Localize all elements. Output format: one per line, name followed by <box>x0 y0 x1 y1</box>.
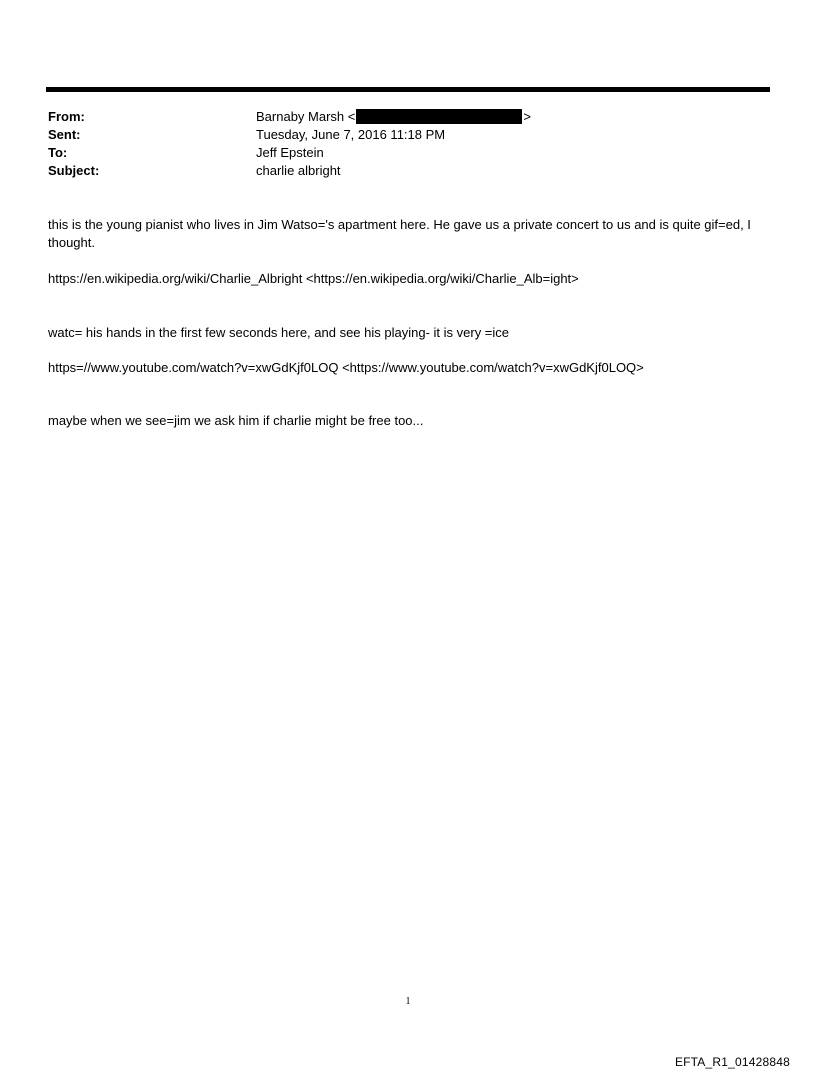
redaction-box <box>356 109 522 124</box>
from-open-bracket: < <box>347 109 356 124</box>
body-link-2: https=//www.youtube.com/watch?v=xwGdKjf0LOQ <https://www.youtube.com/watch?v=xwGdKjf0LOQ> <box>48 360 644 375</box>
from-name: Barnaby Marsh <box>256 109 345 124</box>
subject-label: Subject: <box>48 163 100 178</box>
body-paragraph-1: this is the young pianist who lives in Jim Watso='s apartment here. He gave us a private concert to us and is quite gif=ed, I thought. <box>48 217 751 250</box>
body-paragraph-3: maybe when we see=jim we ask him if charlie might be free too... <box>48 413 424 428</box>
page-number: 1 <box>405 996 411 1007</box>
from-close-bracket: > <box>523 109 531 124</box>
from-value <box>256 108 531 126</box>
to-value: Jeff Epstein <box>256 145 324 160</box>
subject-value: charlie albright <box>256 163 341 178</box>
document-id-stamp: EFTA_R1_01428848 <box>674 1055 790 1069</box>
to-label: To: <box>48 145 68 160</box>
from-label: From: <box>48 109 85 124</box>
sent-label: Sent: <box>48 127 81 142</box>
sent-value: Tuesday, June 7, 2016 11:18 PM <box>256 127 446 142</box>
header-divider-rule <box>46 87 770 92</box>
body-link-1: https://en.wikipedia.org/wiki/Charlie_Albright <https://en.wikipedia.org/wiki/Charlie_Alb=ight> <box>48 271 579 286</box>
body-paragraph-2: watc= his hands in the first few seconds here, and see his playing- it is very =ice <box>48 325 510 340</box>
